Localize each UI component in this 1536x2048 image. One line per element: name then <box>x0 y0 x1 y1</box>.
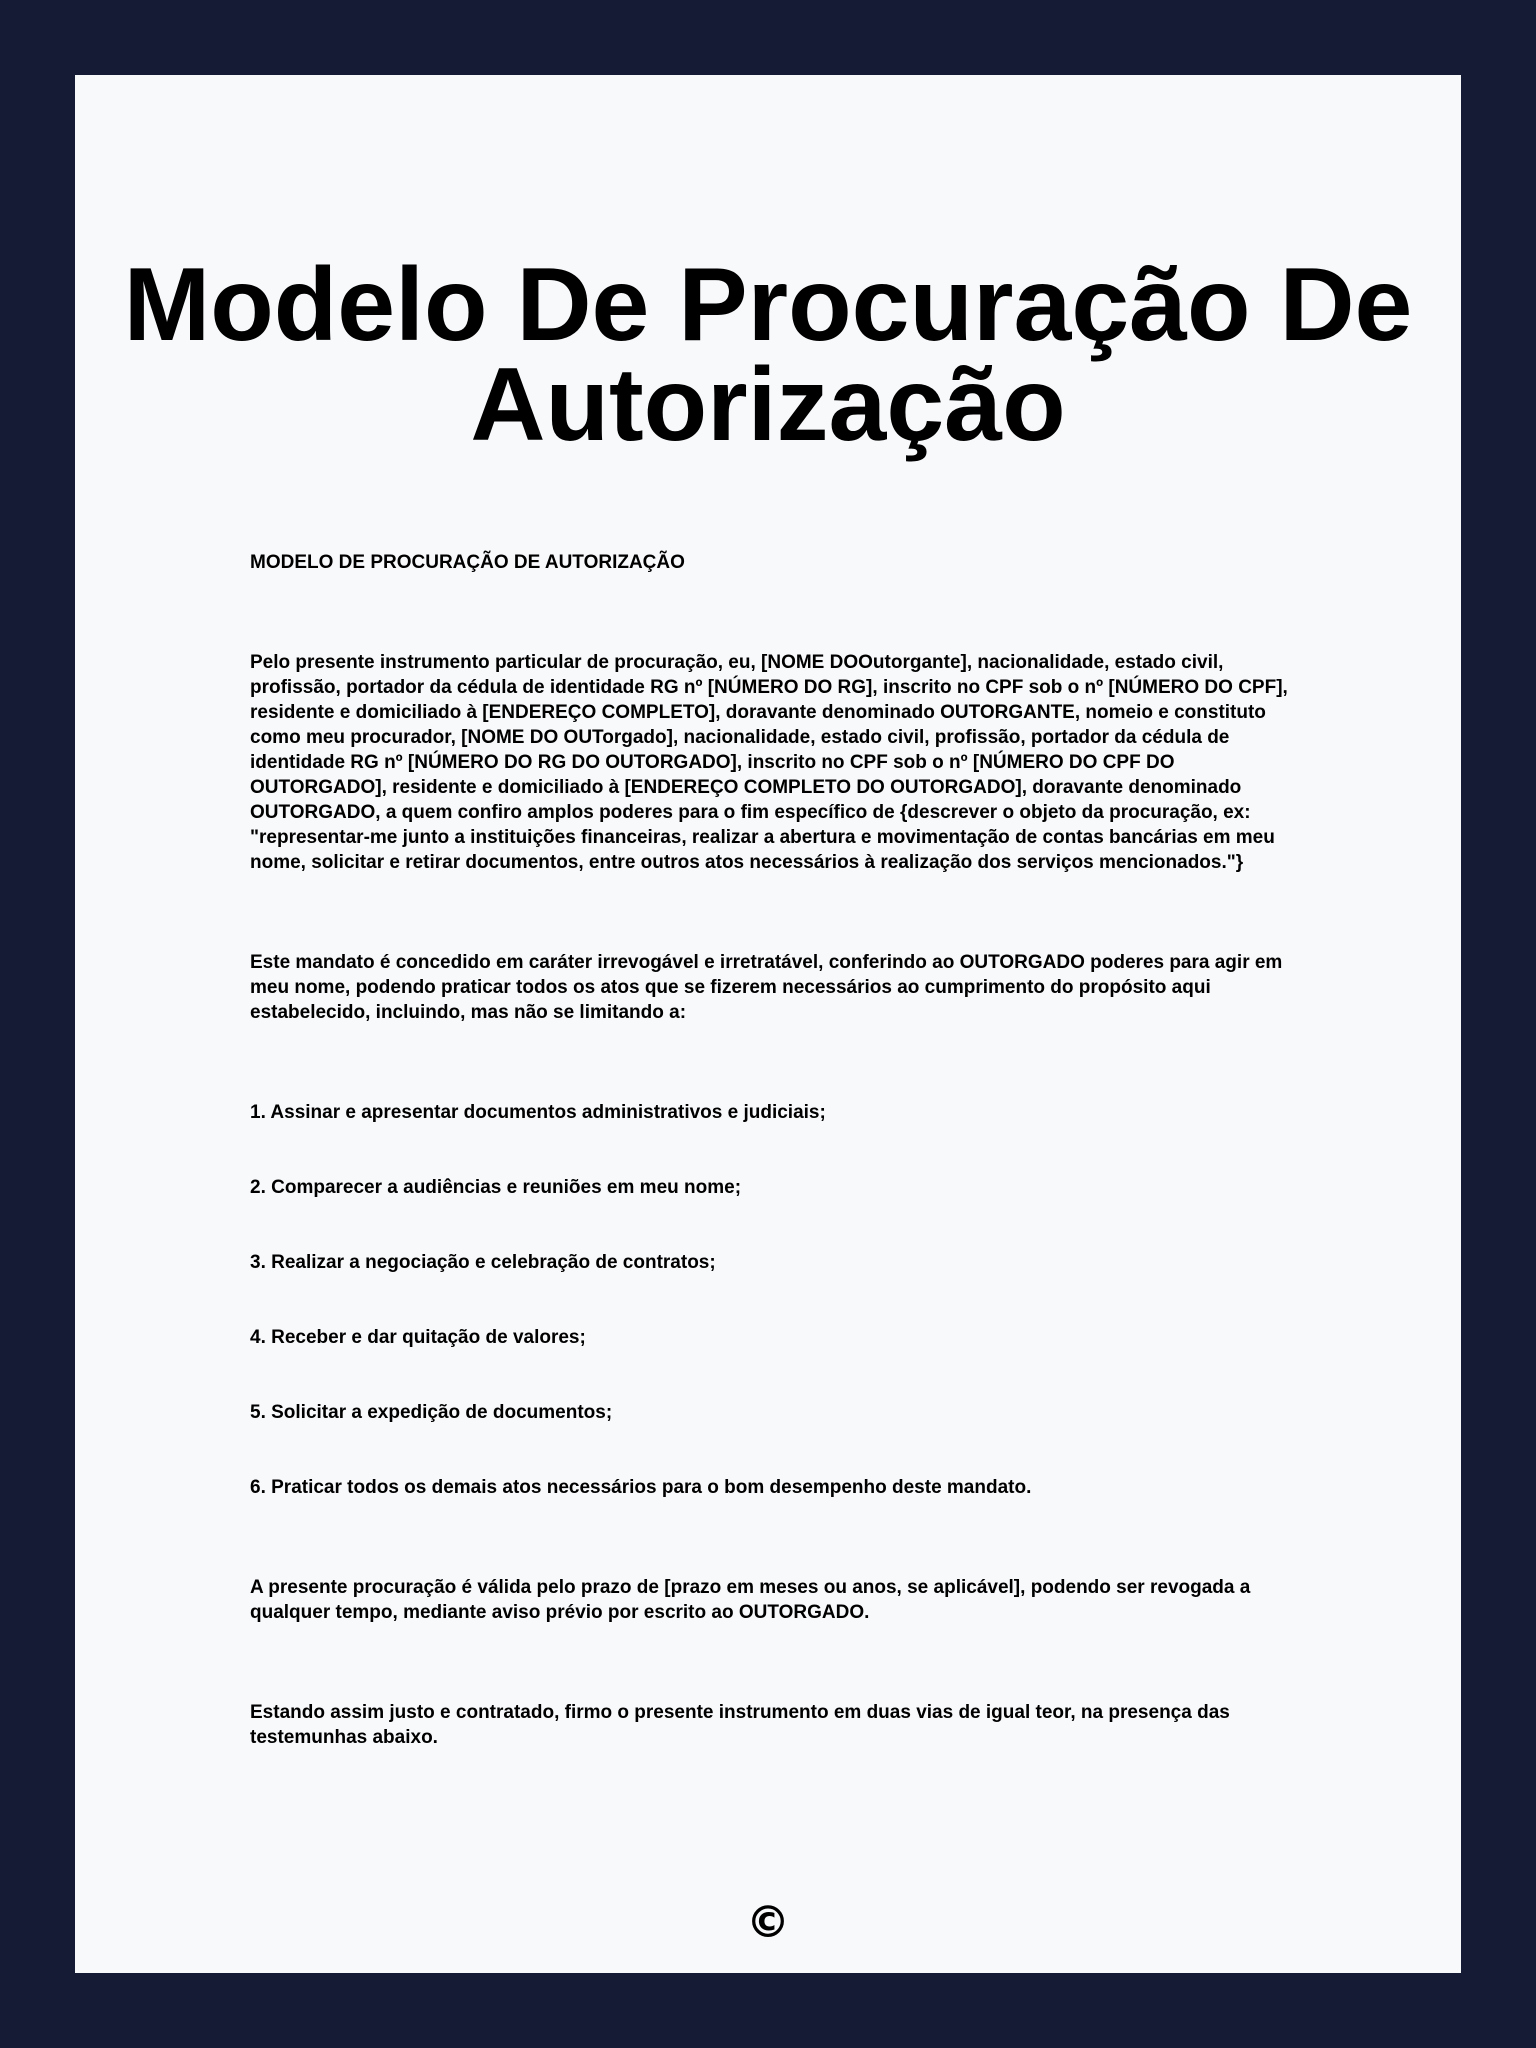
paragraph-mandate: Este mandato é concedido em caráter irrevogável e irretratável, conferindo ao OUTORGADO poderes para agir em meu nome, podendo praticar todos os atos que se fizerem necessários ao cumprimento do propósito aqui estabelecido, incluindo, mas não se limitando a: <box>250 952 1283 1023</box>
paragraph-validity: A presente procuração é válida pelo prazo de [prazo em meses ou anos, se aplicável], podendo ser revogada a qualquer tempo, mediante aviso prévio por escrito ao OUTORGADO. <box>250 1577 1251 1623</box>
list-item: 5. Solicitar a expedição de documentos; <box>250 1402 613 1423</box>
document-heading: MODELO DE PROCURAÇÃO DE AUTORIZAÇÃO <box>250 552 685 573</box>
document-page <box>75 75 1461 1973</box>
list-item: 3. Realizar a negociação e celebração de contratos; <box>250 1252 716 1273</box>
list-item: 1. Assinar e apresentar documentos administrativos e judiciais; <box>250 1102 826 1123</box>
copyright-icon: © <box>746 1897 790 1948</box>
powers-list <box>250 1100 1290 1500</box>
paragraph-closing: Estando assim justo e contratado, firmo o presente instrumento em duas vias de igual teor, na presença das testemunhas abaixo. <box>250 1702 1230 1748</box>
list-item: 4. Receber e dar quitação de valores; <box>250 1327 586 1348</box>
list-item: 2. Comparecer a audiências e reuniões em meu nome; <box>250 1177 742 1198</box>
list-item: 6. Praticar todos os demais atos necessários para o bom desempenho deste mandato. <box>250 1477 1032 1498</box>
document-body <box>250 550 1290 1825</box>
paragraph-opening: Pelo presente instrumento particular de procuração, eu, [NOME DOOutorgante], nacionalidade, estado civil, profissão, portador da cédula de identidade RG nº [NÚMERO DO RG], inscrito no CPF sob o nº [NÚMERO DO CPF], residente e domiciliado à [ENDEREÇO COMPLETO], doravante denominado OUTORGANTE, nomeio e constituto como meu procurador, [NOME DO OUTorgado], nacionalidade, estado civil, profissão, portador da cédula de identidade RG nº [NÚMERO DO RG DO OUTORGADO], inscrito no CPF sob o nº [NÚMERO DO CPF DO OUTORGADO], residente e domiciliado à [ENDEREÇO COMPLETO DO OUTORGADO], doravante denominado OUTORGADO, a quem confiro amplos poderes para o fim específico de {descrever o objeto da procuração, ex: "representar-me junto a instituições financeiras, realizar a abertura e movimentação de contas bancárias em meu nome, solicitar e retirar documentos, entre outros atos necessários à realização dos serviços mencionados."} <box>250 652 1288 873</box>
document-title: Modelo De Procuração De Autorização <box>123 247 1413 463</box>
